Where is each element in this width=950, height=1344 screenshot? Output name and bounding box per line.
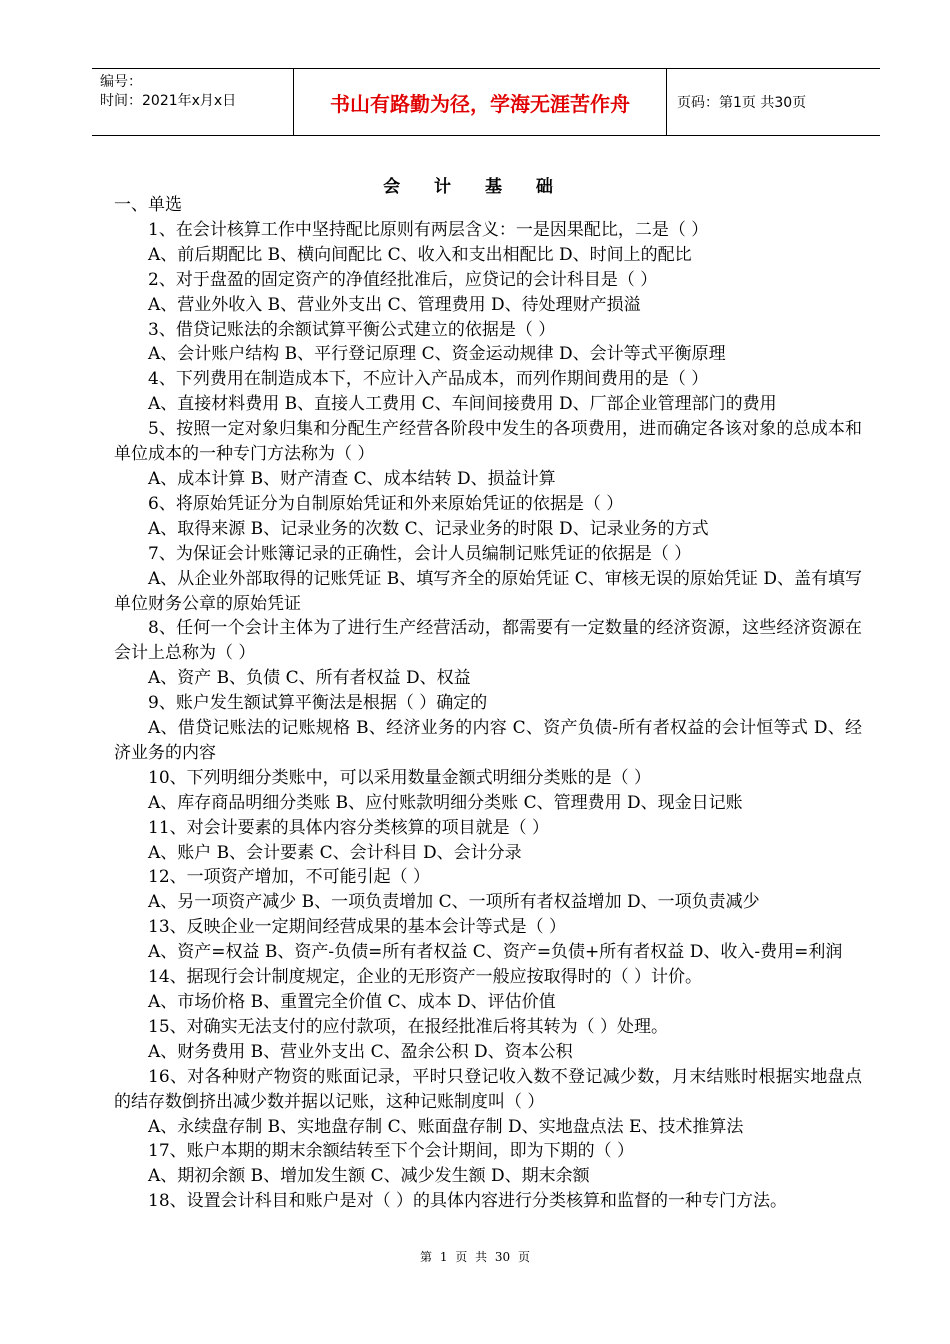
document-title: 会 计 基 础 — [383, 177, 567, 197]
paragraph: 7、为保证会计账簿记录的正确性，会计人员编制记账凭证的依据是（ ） — [148, 543, 692, 564]
paragraph: 14、据现行会计制度规定，企业的无形资产一般应按取得时的（ ）计价。 — [148, 967, 703, 988]
paragraph: 13、反映企业一定期间经营成果的基本会计等式是（ ） — [148, 917, 567, 938]
paragraph: 12、一项资产增加，不可能引起（ ） — [148, 867, 431, 888]
paragraph: A、资产 B、负债 C、所有者权益 D、权益 — [148, 668, 471, 689]
paragraph: 1、在会计核算工作中坚持配比原则有两层含义：一是因果配比，二是（ ） — [148, 219, 709, 240]
paragraph: A、从企业外部取得的记账凭证 B、填写齐全的原始凭证 C、审核无误的原始凭证 D、盖有填写单位财务公章的原始凭证 — [114, 568, 862, 614]
paragraph: A、财务费用 B、营业外支出 C、盈余公积 D、资本公积 — [148, 1041, 573, 1062]
paragraph: A、另一项资产减少 B、一项负责增加 C、一项所有者权益增加 D、一项负责减少 — [148, 892, 760, 913]
paragraph: 10、下列明细分类账中，可以采用数量金额式明细分类账的是（ ） — [148, 767, 652, 788]
paragraph: 5、按照一定对象归集和分配生产经营各阶段中发生的各项费用，进而确定各该对象的总成本和单位成本的一种专门方法称为（ ） — [114, 419, 862, 465]
paragraph: A、前后期配比 B、横向间配比 C、收入和支出相配比 D、时间上的配比 — [148, 244, 692, 265]
page-footer: 第 1 页 共 30 页 — [420, 1250, 530, 1264]
paragraph: 15、对确实无法支付的应付款项，在报经批准后将其转为（ ）处理。 — [148, 1016, 669, 1037]
question-list — [114, 218, 862, 1214]
paragraph: 11、对会计要素的具体内容分类核算的项目就是（ ） — [148, 817, 550, 838]
paragraph: A、直接材料费用 B、直接人工费用 C、车间间接费用 D、厂部企业管理部门的费用 — [148, 394, 777, 415]
paragraph: A、库存商品明细分类账 B、应付账款明细分类账 C、管理费用 D、现金日记账 — [148, 792, 743, 813]
paragraph: A、营业外收入 B、营业外支出 C、管理费用 D、待处理财产损溢 — [148, 294, 641, 315]
paragraph: 17、账户本期的期末余额结转至下个会计期间，即为下期的（ ） — [148, 1141, 635, 1162]
paragraph: A、永续盘存制 B、实地盘存制 C、账面盘存制 D、实地盘点法 E、技术推算法 — [148, 1116, 744, 1137]
paragraph: A、资产=权益 B、资产-负债=所有者权益 C、资产=负债+所有者权益 D、收入-费用=利润 — [148, 942, 843, 963]
document-body — [114, 193, 862, 1214]
paragraph: A、成本计算 B、财产清查 C、成本结转 D、损益计算 — [148, 468, 556, 489]
paragraph: A、借贷记账法的记账规格 B、经济业务的内容 C、资产负债-所有者权益的会计恒等式 D、经济业务的内容 — [114, 718, 862, 763]
paragraph: 9、账户发生额试算平衡法是根据（ ）确定的 — [148, 693, 488, 714]
document-number-label: 编号： — [100, 74, 142, 90]
paragraph: 18、设置会计科目和账户是对（ ）的具体内容进行分类核算和监督的一种专门方法。 — [148, 1191, 788, 1212]
paragraph: 6、将原始凭证分为自制原始凭证和外来原始凭证的依据是（ ） — [148, 493, 624, 514]
paragraph: 2、对于盘盈的固定资产的净值经批准后，应贷记的会计科目是（ ） — [148, 269, 658, 290]
paragraph: A、账户 B、会计要素 C、会计科目 D、会计分录 — [148, 842, 522, 863]
paragraph: 3、借贷记账法的余额试算平衡公式建立的依据是（ ） — [148, 319, 556, 340]
paragraph: 8、任何一个会计主体为了进行生产经营活动，都需要有一定数量的经济资源，这些经济资源在会计上总称为（ ） — [114, 618, 862, 664]
header-motto: 书山有路勤为径，学海无涯苦作舟 — [293, 69, 667, 135]
paragraph: 4、下列费用在制造成本下，不应计入产品成本，而列作期间费用的是（ ） — [148, 369, 709, 390]
header-page-info: 页码：第1页 共30页 — [677, 95, 807, 111]
document-time-label: 时间：2021年x月x日 — [100, 93, 237, 109]
paragraph: A、会计账户结构 B、平行登记原理 C、资金运动规律 D、会计等式平衡原理 — [148, 344, 726, 365]
page-header — [92, 68, 880, 136]
paragraph: A、取得来源 B、记录业务的次数 C、记录业务的时限 D、记录业务的方式 — [148, 518, 709, 539]
section-heading: 一、单选 — [114, 195, 182, 215]
paragraph: 16、对各种财产物资的账面记录，平时只登记收入数不登记减少数，月末结账时根据实地盘点的结存数倒挤出减少数并据以记账，这种记账制度叫（ ） — [114, 1066, 862, 1112]
paragraph: A、期初余额 B、增加发生额 C、减少发生额 D、期末余额 — [148, 1166, 590, 1187]
header-meta — [92, 69, 293, 135]
paragraph: A、市场价格 B、重置完全价值 C、成本 D、评估价值 — [148, 992, 556, 1012]
